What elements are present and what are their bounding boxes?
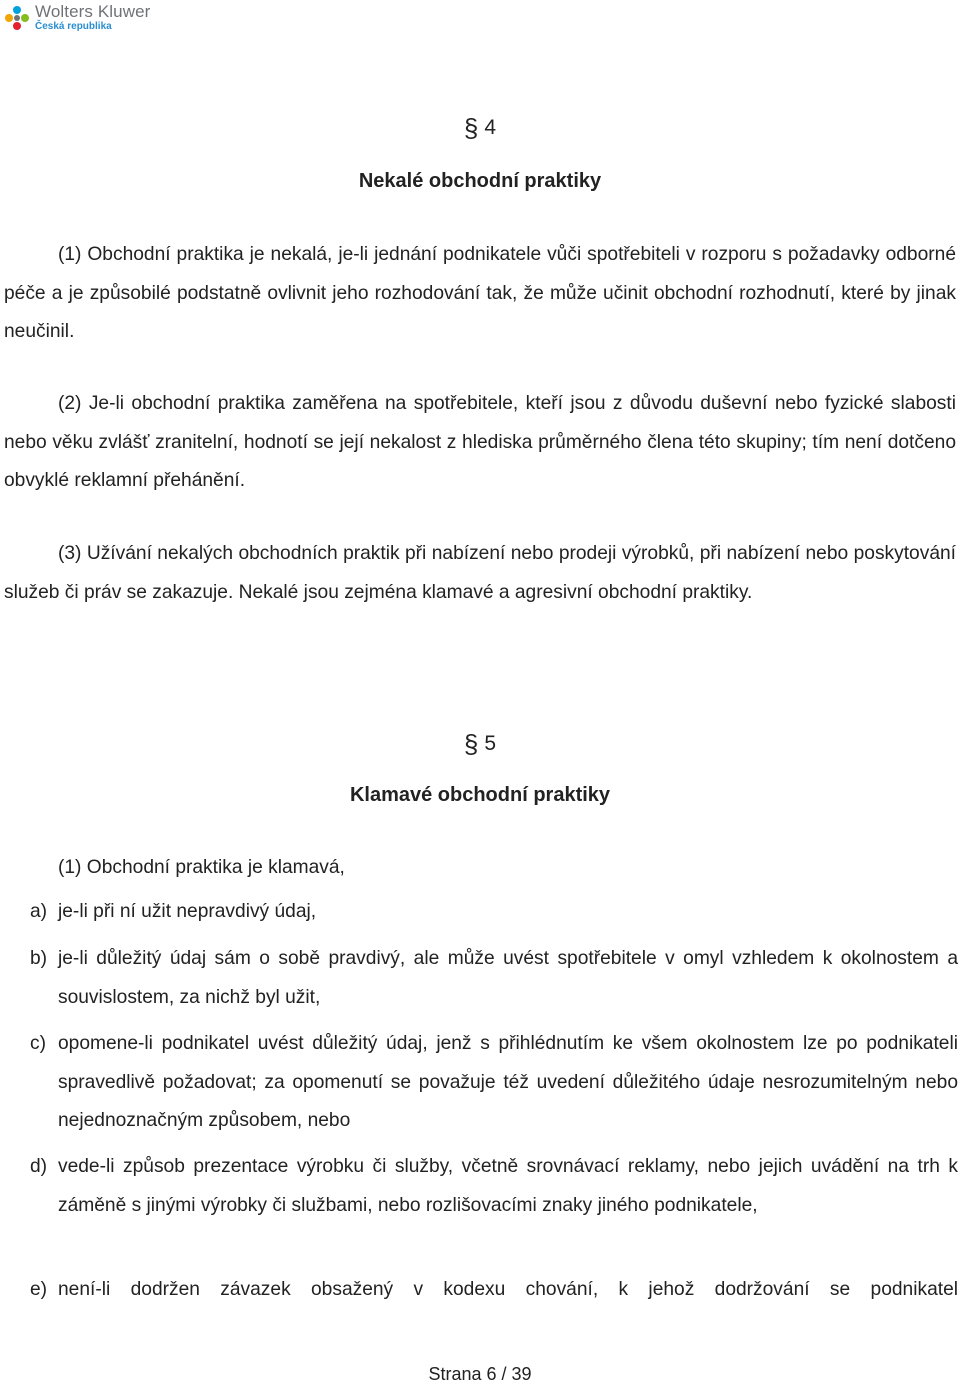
list-item-label: c) <box>30 1033 46 1054</box>
section-4-number <box>0 110 960 141</box>
section-5-intro: (1) Obchodní praktika je klamavá, <box>58 857 345 878</box>
section-symbol: § <box>463 729 479 759</box>
list-item-e <box>30 1271 958 1310</box>
list-item-label: a) <box>30 901 48 922</box>
section-5-number <box>0 726 960 757</box>
brand-name: Wolters Kluwer <box>35 2 151 21</box>
list-item-text: vede-li způsob prezentace výrobku či služby, včetně srovnávací reklamy, nebo jejich uvádění na trh k záměně s jinými výrobky či službami, nebo rozlišovacími znaky jiného podnikatele, <box>58 1156 958 1216</box>
list-item-text: opomene-li podnikatel uvést důležitý údaj, jenž s přihlédnutím ke všem okolnostem lze po podnikateli spravedlivě požadovat; za opomenutí se považuje též uvedení důležitého údaje nesrozumitelným nebo nejednoznačným způsobem, nebo <box>58 1033 958 1131</box>
list-item-text: není-li dodržen závazek obsažený v kodexu chování, k jehož dodržování se podnikatel <box>58 1279 958 1300</box>
page-number: Strana 6 / 39 <box>428 1364 532 1384</box>
list-item-d <box>30 1148 958 1216</box>
section-number: 5 <box>484 732 497 755</box>
section-5-title: Klamavé obchodní praktiky <box>349 784 611 806</box>
section-4-paragraph-2: (2) Je-li obchodní praktika zaměřena na spotřebitele, kteří jsou z důvodu duševní nebo fyzické slabosti nebo věku zvlášť zranitelní, hodnotí se její nekalost z hlediska průměrného člena této skupiny; tím není dotčeno obvyklé reklamní přehánění. <box>4 393 956 491</box>
list-item-text: je-li důležitý údaj sám o sobě pravdivý, ale může uvést spotřebitele v omyl vzhledem k okolnostem a souvislostem, za nichž byl užit, <box>58 948 958 1008</box>
section-4-paragraph-3: (3) Užívání nekalých obchodních praktik při nabízení nebo prodeji výrobků, při nabízení nebo poskytování služeb či práv se zakazuje. Nekalé jsou zejména klamavé a agresivní obchodní praktiky. <box>4 543 956 603</box>
section-4-title: Nekalé obchodní praktiky <box>358 170 602 192</box>
wolters-kluwer-logo-icon <box>4 5 30 31</box>
brand-subtitle: Česká republika <box>35 21 112 32</box>
list-item-label: e) <box>30 1279 48 1300</box>
list-item-label: b) <box>30 948 48 969</box>
section-symbol: § <box>463 113 479 143</box>
section-number: 4 <box>484 116 497 139</box>
list-item-b <box>30 940 958 1008</box>
list-item-label: d) <box>30 1156 48 1177</box>
section-4-paragraph-1: (1) Obchodní praktika je nekalá, je-li jednání podnikatele vůči spotřebiteli v rozporu s požadavky odborné péče a je způsobilé podstatně ovlivnit jeho rozhodování tak, že může učinit obchodní rozhodnutí, které by jinak neučinil. <box>4 244 956 342</box>
list-item-c <box>30 1025 958 1131</box>
list-item-text: je-li při ní užit nepravdivý údaj, <box>58 901 317 922</box>
list-item-a <box>30 893 958 932</box>
publisher-logo <box>4 3 150 32</box>
